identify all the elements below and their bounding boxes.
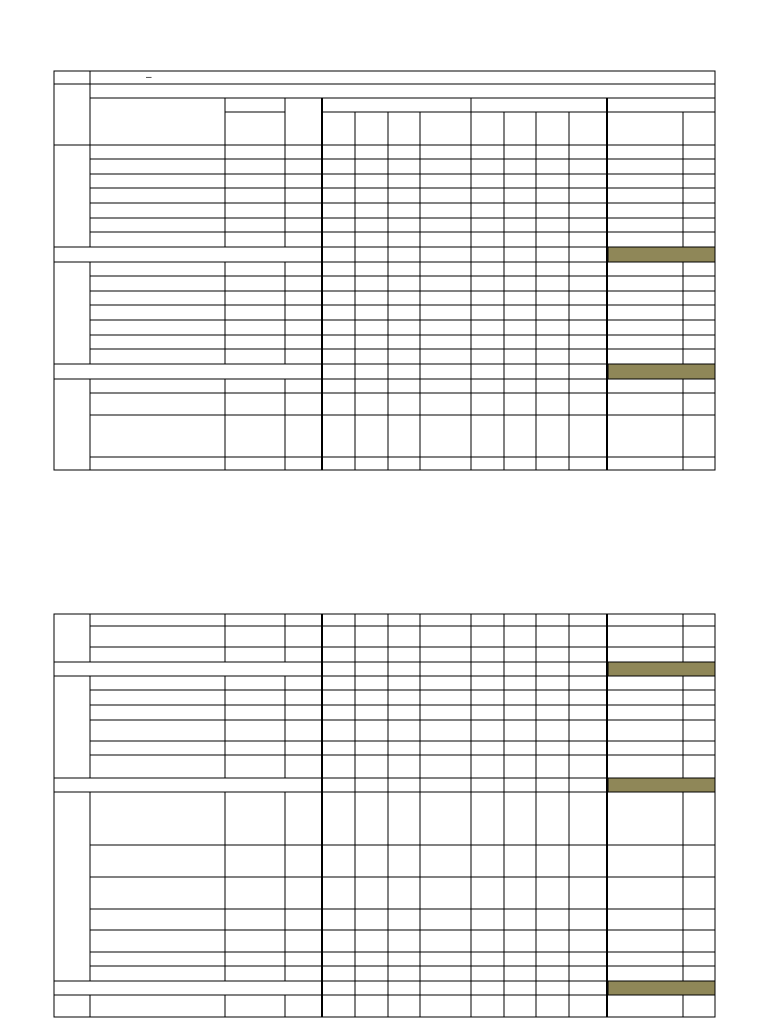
section-2-rows [90,262,715,364]
subtotal-cell-3 [608,662,715,676]
section-3-rows [90,379,715,470]
subtotal-cell-4 [608,778,715,792]
section-c-rows [90,792,715,981]
table-top [54,71,715,470]
section-b-rows [90,676,715,778]
table-bottom [54,614,715,1017]
section-1-rows [90,145,715,247]
subtotal-cell-2 [608,364,715,379]
subtotal-cell-1 [608,247,715,262]
subtotal-cell-5 [608,981,715,995]
table-top-columns [225,145,683,470]
section-a-rows [90,614,715,662]
title-mark: – [146,72,152,83]
table-top-frame [54,71,715,470]
